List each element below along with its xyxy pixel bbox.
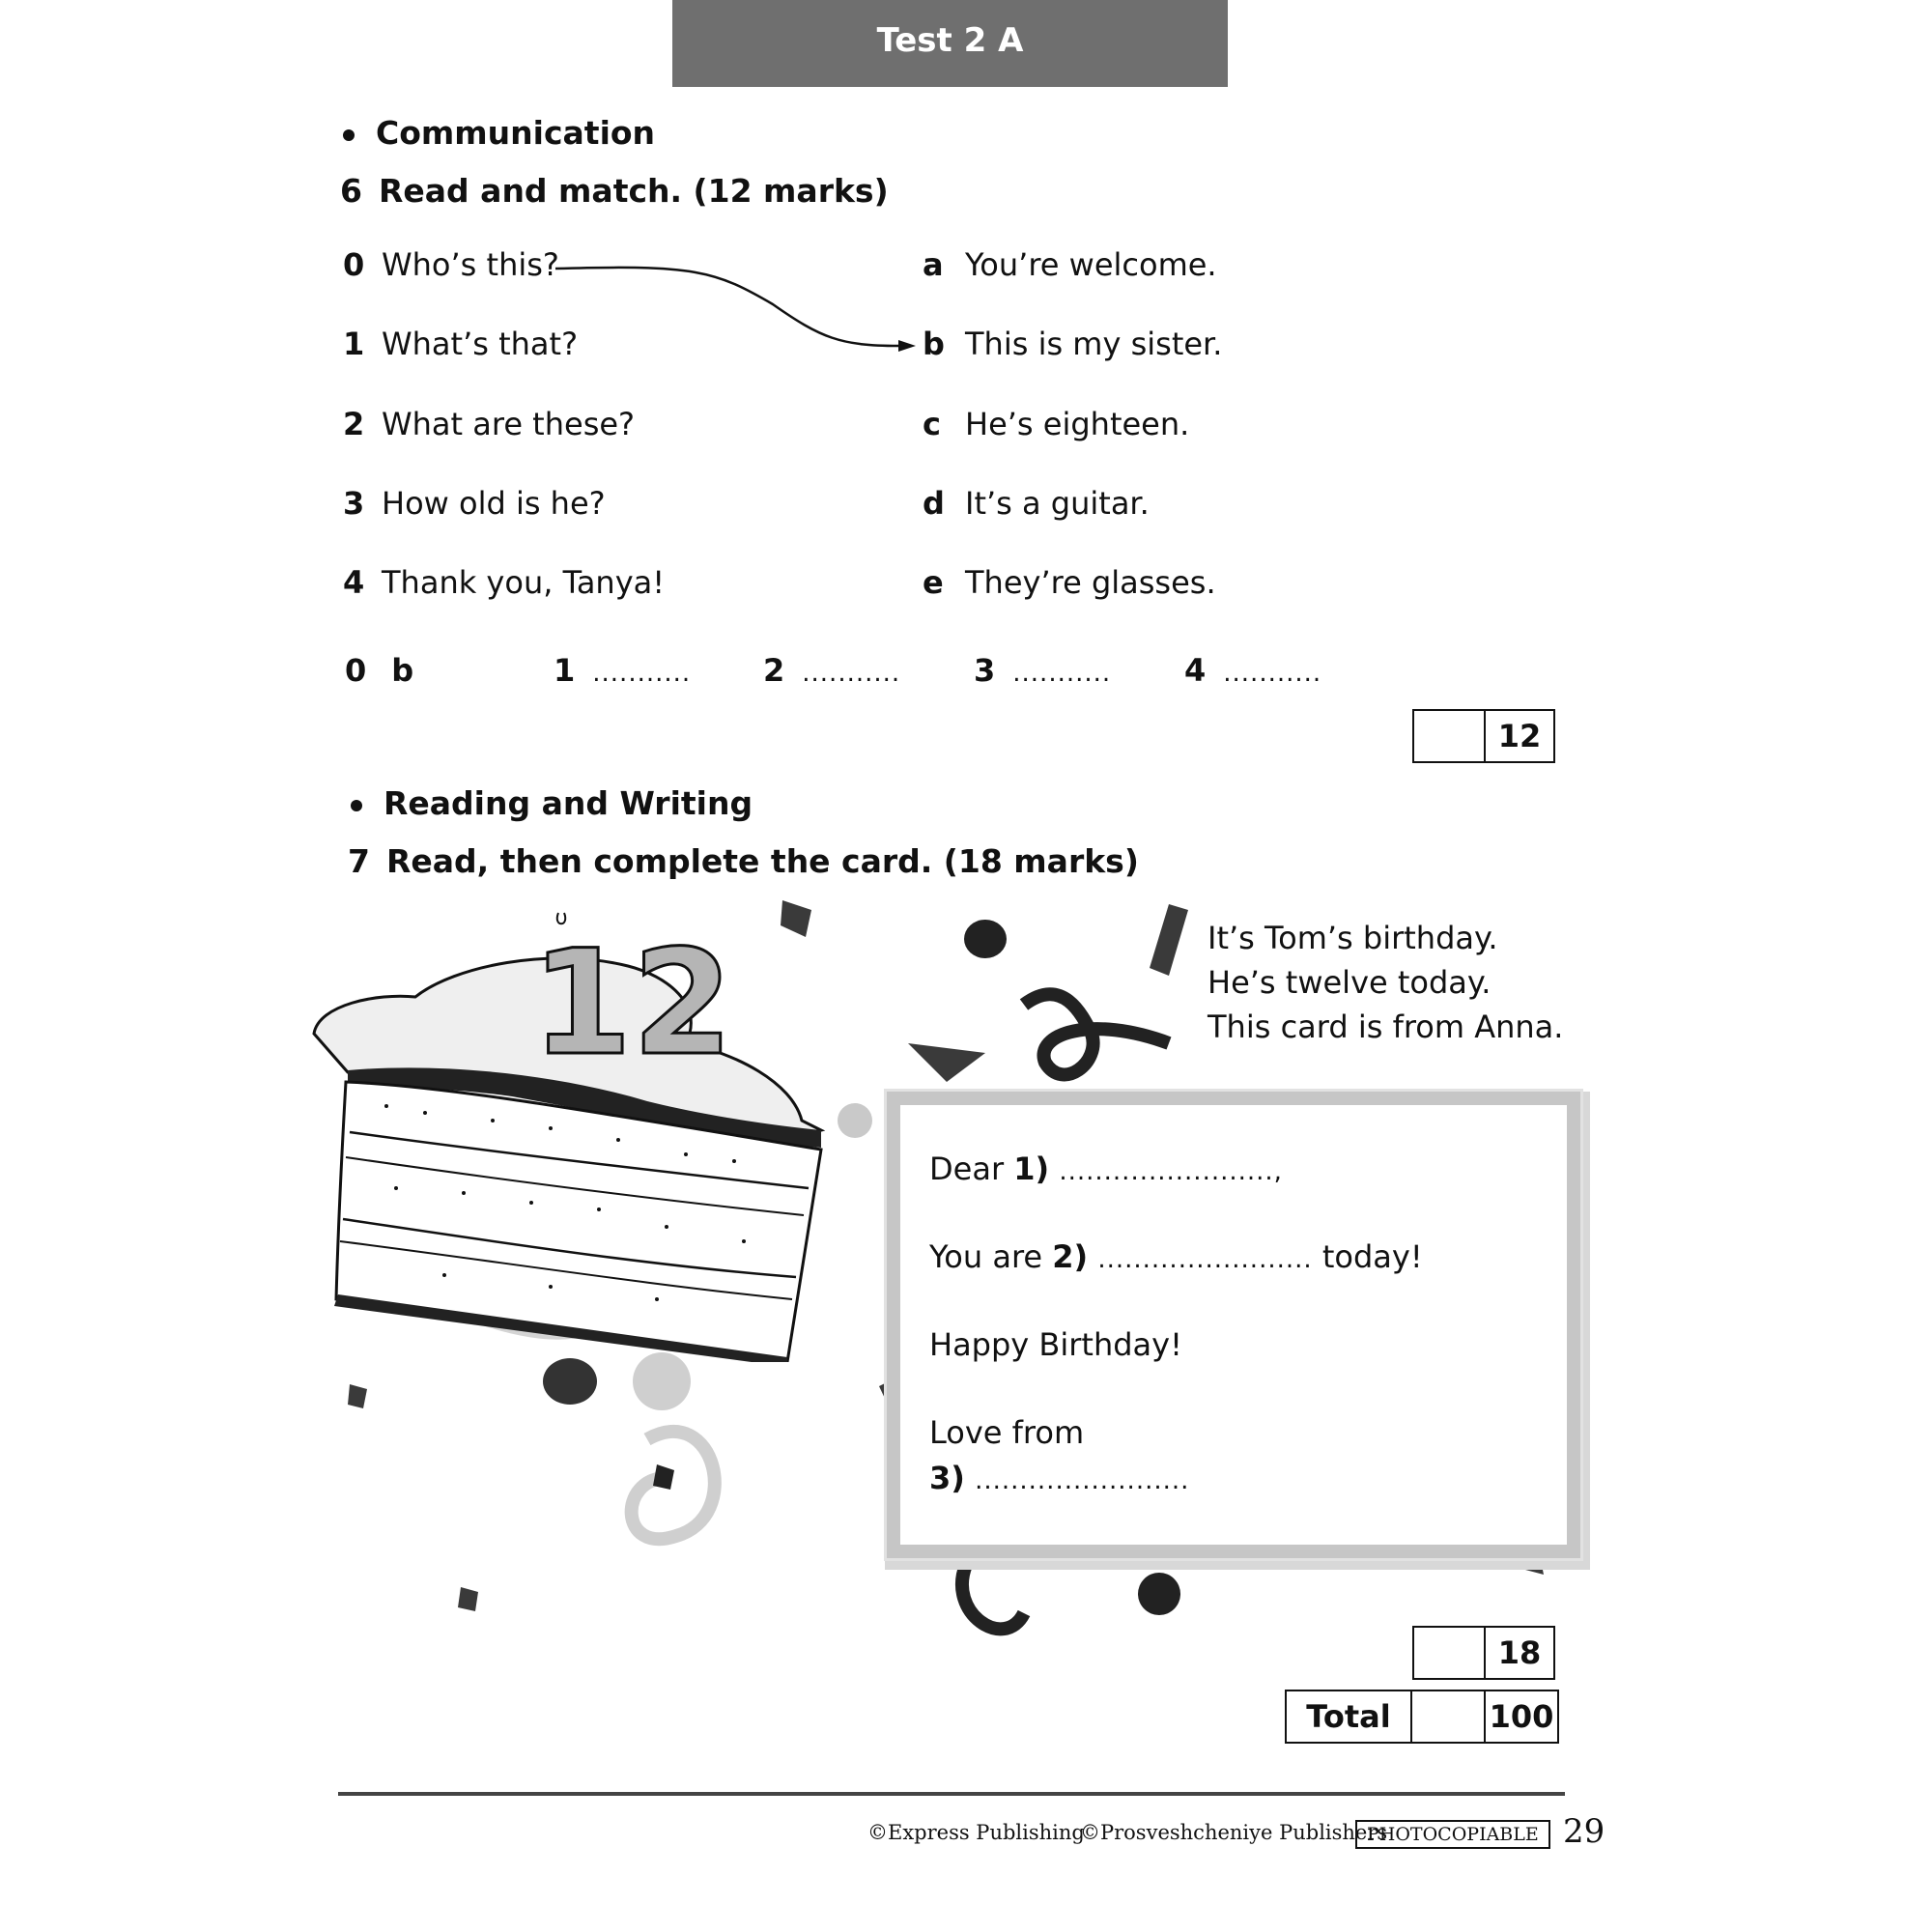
info-line: He’s twelve today. bbox=[1208, 964, 1492, 1001]
task-6-instruction bbox=[340, 172, 889, 210]
copyright-prosveshcheniye: ©Prosveshcheniye Publishers bbox=[1080, 1821, 1388, 1844]
score-input[interactable] bbox=[1414, 711, 1486, 761]
task-number: 7 bbox=[348, 842, 370, 880]
blank-2-field[interactable]: ........................ bbox=[1097, 1245, 1313, 1274]
score-box-reading bbox=[1412, 1626, 1555, 1680]
task-text: Read and match. (12 marks) bbox=[379, 172, 889, 210]
section-reading-writing bbox=[351, 784, 753, 822]
answer-item: c He’s eighteen. bbox=[923, 406, 1190, 442]
question-item: 3 How old is he? bbox=[343, 485, 606, 522]
bullet-icon bbox=[343, 129, 355, 141]
test-title: Test 2 A bbox=[672, 0, 1228, 87]
question-item: 0 Who’s this? bbox=[343, 246, 559, 283]
page-number: 29 bbox=[1563, 1812, 1605, 1851]
copyright-express: ©Express Publishing bbox=[867, 1821, 1085, 1844]
question-item: 1 What’s that? bbox=[343, 326, 579, 362]
card-signature-line: 3) ........................ bbox=[929, 1460, 1190, 1496]
answer-item: e They’re glasses. bbox=[923, 564, 1216, 601]
total-max: 100 bbox=[1489, 1698, 1554, 1735]
bullet-icon bbox=[351, 800, 362, 811]
card-greeting: Happy Birthday! bbox=[929, 1326, 1182, 1363]
task-7-instruction bbox=[348, 842, 1139, 880]
birthday-card bbox=[887, 1092, 1580, 1558]
photocopiable-badge: PHOTOCOPIABLE bbox=[1355, 1820, 1550, 1849]
blank-3-field[interactable]: ........................ bbox=[975, 1466, 1190, 1495]
answer-item: a You’re welcome. bbox=[923, 246, 1217, 283]
footer-divider bbox=[338, 1792, 1565, 1796]
match-arrow bbox=[551, 261, 927, 357]
score-input[interactable] bbox=[1414, 1628, 1486, 1678]
answer-key-3[interactable]: 3 ........... bbox=[974, 652, 1112, 689]
score-max: 12 bbox=[1497, 718, 1542, 754]
card-info-text bbox=[1208, 916, 1563, 1049]
total-input[interactable] bbox=[1412, 1691, 1486, 1742]
task-text: Read, then complete the card. (18 marks) bbox=[386, 842, 1139, 880]
info-line: This card is from Anna. bbox=[1208, 1009, 1564, 1045]
answer-item: b This is my sister. bbox=[923, 326, 1223, 362]
total-label: Total bbox=[1287, 1691, 1412, 1742]
task-number: 6 bbox=[340, 172, 362, 210]
answer-key-1[interactable]: 1 ........... bbox=[554, 652, 692, 689]
section-title: Reading and Writing bbox=[384, 784, 753, 822]
card-love-from: Love from bbox=[929, 1414, 1085, 1451]
birthday-cake-illustration bbox=[299, 908, 840, 1362]
answer-item: d It’s a guitar. bbox=[923, 485, 1150, 522]
question-item: 2 What are these? bbox=[343, 406, 636, 442]
card-dear-line: Dear 1) ........................, bbox=[929, 1151, 1283, 1187]
answer-key-0: 0 b bbox=[345, 652, 414, 689]
score-max: 18 bbox=[1497, 1634, 1542, 1671]
question-item: 4 Thank you, Tanya! bbox=[343, 564, 666, 601]
section-title: Communication bbox=[376, 114, 656, 152]
total-score-box bbox=[1285, 1690, 1559, 1744]
cake-candle-number: 12 bbox=[531, 920, 733, 1088]
score-box-communication bbox=[1412, 709, 1555, 763]
answer-key-2[interactable]: 2 ........... bbox=[763, 652, 901, 689]
card-age-line: You are 2) ........................ today! bbox=[929, 1238, 1423, 1275]
info-line: It’s Tom’s birthday. bbox=[1208, 920, 1498, 956]
blank-1-field[interactable]: ........................, bbox=[1059, 1157, 1283, 1186]
answer-key-4[interactable]: 4 ........... bbox=[1184, 652, 1322, 689]
section-communication bbox=[343, 114, 655, 152]
